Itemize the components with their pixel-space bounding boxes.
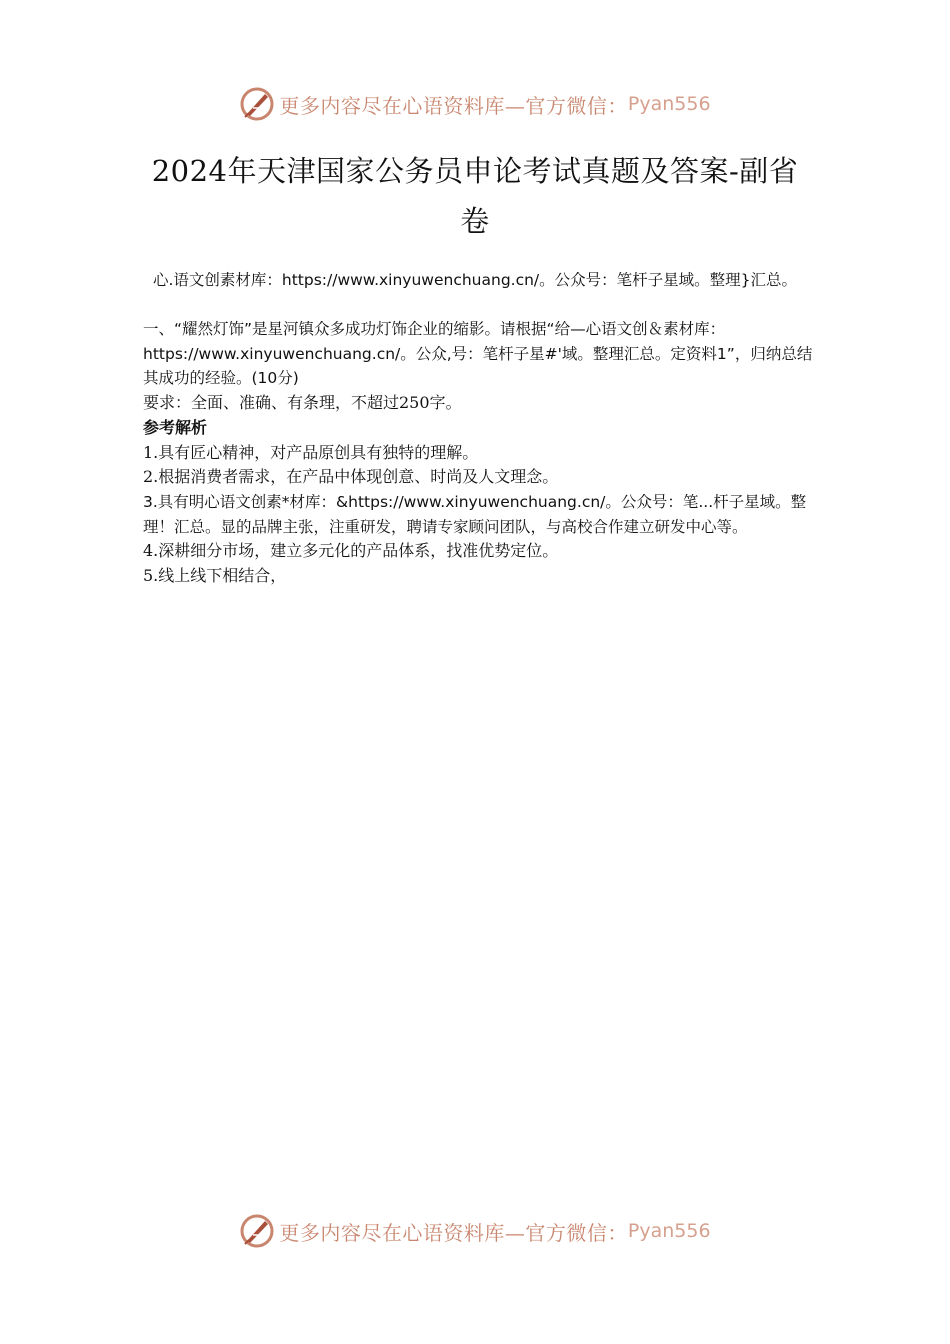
answer-item: 2.根据消费者需求，在产品中体现创意、时尚及人文理念。 — [143, 467, 559, 487]
header-banner — [0, 82, 950, 126]
banner-text: 更多内容尽在心语资料库—官方微信： — [279, 1220, 628, 1245]
banner-text: 更多内容尽在心语资料库—官方微信： — [279, 93, 628, 118]
document-title: 2024年天津国家公务员申论考试真题及答案-副省卷 — [151, 154, 799, 238]
footer-banner — [0, 1209, 950, 1253]
answer-item: 1.具有匠心精神，对产品原创具有独特的理解。 — [143, 442, 479, 462]
question-text: 一、“耀然灯饰”是星河镇众多成功灯饰企业的缩影。请根据“给—心语文创＆素材库：https://www.xinyuwenchuang.cn/。公众,号：笔杆子星#'域。整理汇总。定资料1”，归纳总结其成功的经验。(10分) — [143, 320, 813, 388]
document-body — [143, 317, 813, 589]
banner-wechat-id: Pyan556 — [627, 1220, 711, 1242]
quill-pen-logo-icon — [239, 1213, 275, 1249]
answer-item: 4.深耕细分市场，建立多元化的产品体系，找准优势定位。 — [143, 541, 559, 561]
source-line: 心.语文创素材库：https://www.xinyuwenchuang.cn/。公众号：笔杆子星域。整理}汇总。 — [152, 271, 798, 289]
answer-heading: 参考解析 — [143, 417, 208, 437]
quill-pen-logo-icon — [239, 86, 275, 122]
answer-item: 5.线上线下相结合， — [143, 566, 287, 586]
banner-wechat-id: Pyan556 — [627, 93, 711, 115]
answer-item: 3.具有明心语文创素*材库：&https://www.xinyuwenchuang.cn/。公众号：笔...杆子星域。整理！汇总。显的品牌主张，注重研发，聘请专家顾问团队，与高校合作建立研发中心等。 — [143, 492, 807, 536]
requirement-text: 要求：全面、准确、有条理，不超过250字。 — [143, 393, 462, 413]
